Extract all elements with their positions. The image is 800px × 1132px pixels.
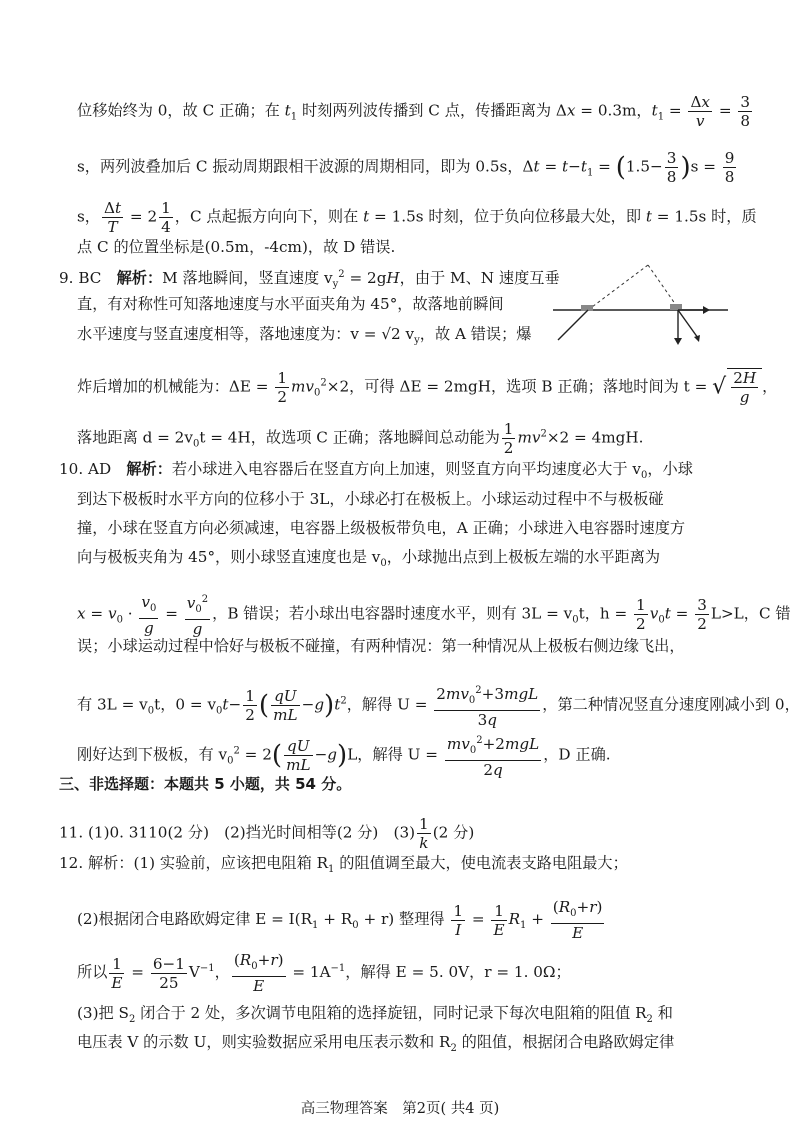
q10-line4: 向与极板夹角为 45°，则小球竖直速度也是 $v_0$，小球抛出点到上极板左端的水平距离为 (77, 548, 661, 570)
q12-line1: 12. 解析：(1) 实验前，应该把电阻箱 $R_1$ 的阻值调至最大，使电流表支路电阻最大； (59, 854, 628, 876)
q11-line: 11. (1)0. 3110(2 分) (2)挡光时间相等(2 分) (3) $\frac{1}{k}$ (2 分) (59, 815, 475, 852)
frac-3-8: $\frac{3}{8}$ (740, 93, 751, 130)
q10-line2: 到达下极板时水平方向的位移小于 3L，小球必打在极板上。小球运动过程中不与极板碰 (77, 490, 664, 508)
page-footer: 高三物理答案 第2页( 共4 页) (300, 1101, 500, 1117)
velocity-m (558, 310, 588, 340)
p1-line2: s，两列波叠加后 C 振动周期跟相干波源的周期相同，即为 0.5s，$\Delta t = t-t_1 = (1.5-$ $\frac{3}{8}$ )s = $\frac{9}{8}$ (77, 149, 735, 186)
p1-line3: s， $\frac{\Delta t}{T}$ = 2 $\frac{1}{4}$ ，C 点起振方向向下，则在 t = 1.5s 时刻，位于负向位移最大处，即 t = 1.5s 时，质 (77, 199, 757, 236)
trajectory-right (648, 265, 678, 308)
frac-dx-v: $\frac{\Delta x}{v}$ (690, 93, 710, 130)
q9-line4: 炸后增加的机械能为：ΔE = $\frac{1}{2}$ $mv_0^2\times 2$，可得 ΔE = 2mgH，选项 B 正确；落地时间为 t = √ $\frac{2H}{g}$ ， (77, 369, 778, 406)
q10-line8: 刚好达到下极板，有 $v_0^2 = 2$( $\frac{qU}{mL}$ −g)L，解得 U = $\frac{mv_0^2+2mgL}{2q}$ ，D 正确. (77, 735, 611, 780)
q9-figure (548, 260, 738, 355)
block-n (670, 304, 682, 310)
q9-line3: 水平速度与竖直速度相等，落地速度为：v = √2 $v_y$，故 A 错误；爆 (77, 325, 532, 347)
q9-line2: 直，有对称性可知落地速度与水平面夹角为 45°，故落地前瞬间 (77, 295, 504, 313)
q12-line2: (2)根据闭合电路欧姆定律 $E = I(R_1 + R_0 + r)$ 整理得 $\frac{1}{I}$ = $\frac{1}{E}$ $R_1$ + $\frac{(R_0+r)}{E}$ (77, 898, 603, 943)
q9-line5: 落地距离 $d = 2v_0t = 4H$，故选项 C 正确；落地瞬间总动能为 $\frac{1}{2}$ $mv^2\times 2 = 4mgH$. (77, 420, 644, 457)
q9-line1: 9. BC 解析：M 落地瞬间，竖直速度 $v_y^2 = 2gH$，由于 M、N 速度互垂 (59, 269, 560, 291)
q12-line4: (3)把 $S_2$ 闭合于 2 处，多次调节电阻箱的选择旋钮，同时记录下每次电阻箱的阻值 $R_2$ 和 (77, 1004, 673, 1026)
q10-line3: 撞，小球在竖直方向必须减速，电容器上级极板带负电，A 正确；小球进入电容器时速度方 (77, 519, 686, 537)
p1-line1: 位移始终为 0，故 C 正确；在 $t_1$ 时刻两列波传播到 C 点，传播距离为 Δx = 0.3m，$t_1$ = $\frac{\Delta x}{v}$ = $\frac{3}{8}$ (77, 93, 751, 130)
q10-line6: 误；小球运动过程中恰好与极板不碰撞，有两种情况：第一种情况从上极板右侧边缘飞出， (77, 637, 685, 655)
q10-line7: 有 $3L = v_0t$，$0 = v_0t-$ $\frac{1}{2}$ ( $\frac{qU}{mL}$ $-g)t^2$，解得 U = $\frac{2mv_0^2+3mgL}{3q}$ ，第二种情况竖直分速度刚减小到 0， (77, 685, 800, 730)
velocity-n-resultant (678, 310, 698, 338)
section-heading: 三、非选择题：本题共 5 小题，共 54 分。 (59, 775, 352, 793)
q10-line1: 10. AD 解析：若小球进入电容器后在竖直方向上加速，则竖直方向平均速度必大于 $v_0$，小球 (59, 460, 693, 482)
q12-line5: 电压表 V 的示数 U，则实验数据应采用电压表示数和 $R_2$ 的阻值，根据闭合电路欧姆定律 (77, 1033, 675, 1055)
q10-line5: $x = v_0$ · $\frac{v_0}{g}$ = $\frac{v_0^2}{g}$ ，B 错误；若小球出电容器时速度水平，则有 $3L = v_0t$，h = $\frac{1}{2}$ $v_0t$ = $\frac{3}{2}$ L>L，C 错 (77, 592, 791, 639)
q12-line3: 所以 $\frac{1}{E}$ = $\frac{6-1}{25}$ $V^{-1}$， $\frac{(R_0+r)}{E}$ = $1A^{-1}$，解得 E = 5. 0V，r = 1. 0Ω； (77, 951, 571, 996)
p1-line4: 点 C 的位置坐标是(0.5m，-4cm)，故 D 错误. (77, 238, 396, 256)
trajectory-left (588, 265, 648, 310)
